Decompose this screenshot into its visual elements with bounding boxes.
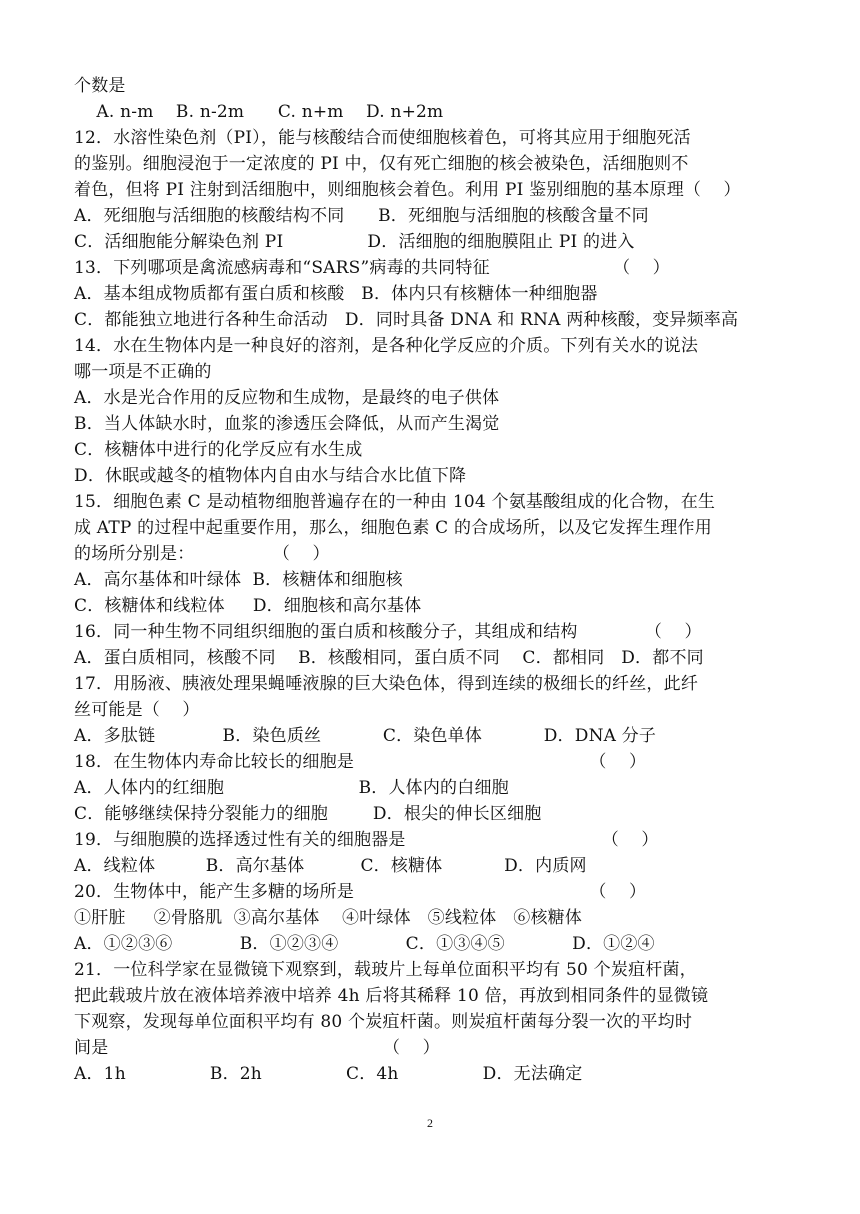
text-line: 把此载玻片放在液体培养液中培养 4h 后将其稀释 10 倍，再放到相同条件的显微镜 — [74, 986, 709, 1006]
text-line: C．活细胞能分解染色剂 PI D．活细胞的细胞膜阻止 PI 的进入 — [74, 232, 635, 252]
text-line: 15．细胞色素 C 是动植物细胞普遍存在的一种由 104 个氨基酸组成的化合物，在生 — [74, 492, 716, 512]
text-line: A．1h B．2h C．4h D．无法确定 — [74, 1064, 583, 1084]
text-line: A．死细胞与活细胞的核酸结构不同 B．死细胞与活细胞的核酸含量不同 — [74, 206, 649, 226]
text-line: 哪一项是不正确的 — [74, 362, 212, 382]
text-line: 14．水在生物体内是一种良好的溶剂，是各种化学反应的介质。下列有关水的说法 — [74, 336, 699, 356]
text-line: 16．同一种生物不同组织细胞的蛋白质和核酸分子，其组成和结构 （ ） — [74, 622, 702, 642]
text-line: C．能够继续保持分裂能力的细胞 D．根尖的伸长区细胞 — [74, 804, 542, 824]
text-line: C．核糖体中进行的化学反应有水生成 — [74, 440, 363, 460]
text-line: A．蛋白质相同，核酸不同 B．核酸相同，蛋白质不同 C．都相同 D．都不同 — [74, 648, 704, 668]
text-line: 着色，但将 PI 注射到活细胞中，则细胞核会着色。利用 PI 鉴别细胞的基本原理（ ） — [74, 180, 741, 200]
text-line: 12．水溶性染色剂（PI），能与核酸结合而使细胞核着色，可将其应用于细胞死活 — [74, 128, 691, 148]
text-line: 21．一位科学家在显微镜下观察到，载玻片上每单位面积平均有 50 个炭疽杆菌， — [74, 960, 697, 980]
text-line: 19．与细胞膜的选择透过性有关的细胞器是 （ ） — [74, 830, 659, 850]
text-line: 17．用肠液、胰液处理果蝇唾液腺的巨大染色体，得到连续的极细长的纤丝，此纤 — [74, 674, 699, 694]
text-line: 的鉴别。细胞浸泡于一定浓度的 PI 中，仅有死亡细胞的核会被染色，活细胞则不 — [74, 154, 689, 174]
text-line: 丝可能是（ ） — [74, 700, 200, 720]
page-number: 2 — [427, 1116, 433, 1130]
text-line: 13．下列哪项是禽流感病毒和“SARS”病毒的共同特征 （ ） — [74, 258, 670, 278]
text-line: 18．在生物体内寿命比较长的细胞是 （ ） — [74, 752, 647, 772]
text-line: ①肝脏 ②骨胳肌 ③高尔基体 ④叶绿体 ⑤线粒体 ⑥核糖体 — [74, 908, 583, 928]
text-line: C．核糖体和线粒体 D．细胞核和高尔基体 — [74, 596, 422, 616]
text-line: D．休眠或越冬的植物体内自由水与结合水比值下降 — [74, 466, 467, 486]
text-line: A．基本组成物质都有蛋白质和核酸 B．体内只有核糖体一种细胞器 — [74, 284, 598, 304]
text-line: 20．生物体中，能产生多糖的场所是 （ ） — [74, 882, 647, 902]
text-line: 成 ATP 的过程中起重要作用，那么，细胞色素 C 的合成场所，以及它发挥生理作用 — [74, 518, 712, 538]
text-line: 个数是 — [74, 76, 126, 96]
text-line: A．线粒体 B．高尔基体 C．核糖体 D．内质网 — [74, 856, 587, 876]
text-line: A．高尔基体和叶绿体 B．核糖体和细胞核 — [74, 570, 403, 590]
text-line: 的场所分别是： （ ） — [74, 544, 330, 564]
text-line: A．人体内的红细胞 B．人体内的白细胞 — [74, 778, 509, 798]
text-line: A．①②③⑥ B．①②③④ C．①③④⑤ D．①②④ — [74, 934, 655, 954]
text-line: C．都能独立地进行各种生命活动 D．同时具备 DNA 和 RNA 两种核酸，变异频率高 — [74, 310, 739, 330]
text-line: A．多肽链 B．染色质丝 C．染色单体 D．DNA 分子 — [74, 726, 657, 746]
text-line: A．水是光合作用的反应物和生成物，是最终的电子供体 — [74, 388, 500, 408]
text-line: 下观察，发现每单位面积平均有 80 个炭疽杆菌。则炭疽杆菌每分裂一次的平均时 — [74, 1012, 693, 1032]
text-line: A. n-m B. n-2m C. n+m D. n+2m — [74, 102, 444, 122]
text-line: B．当人体缺水时，血浆的渗透压会降低，从而产生渴觉 — [74, 414, 500, 434]
text-line: 间是 （ ） — [74, 1038, 440, 1058]
